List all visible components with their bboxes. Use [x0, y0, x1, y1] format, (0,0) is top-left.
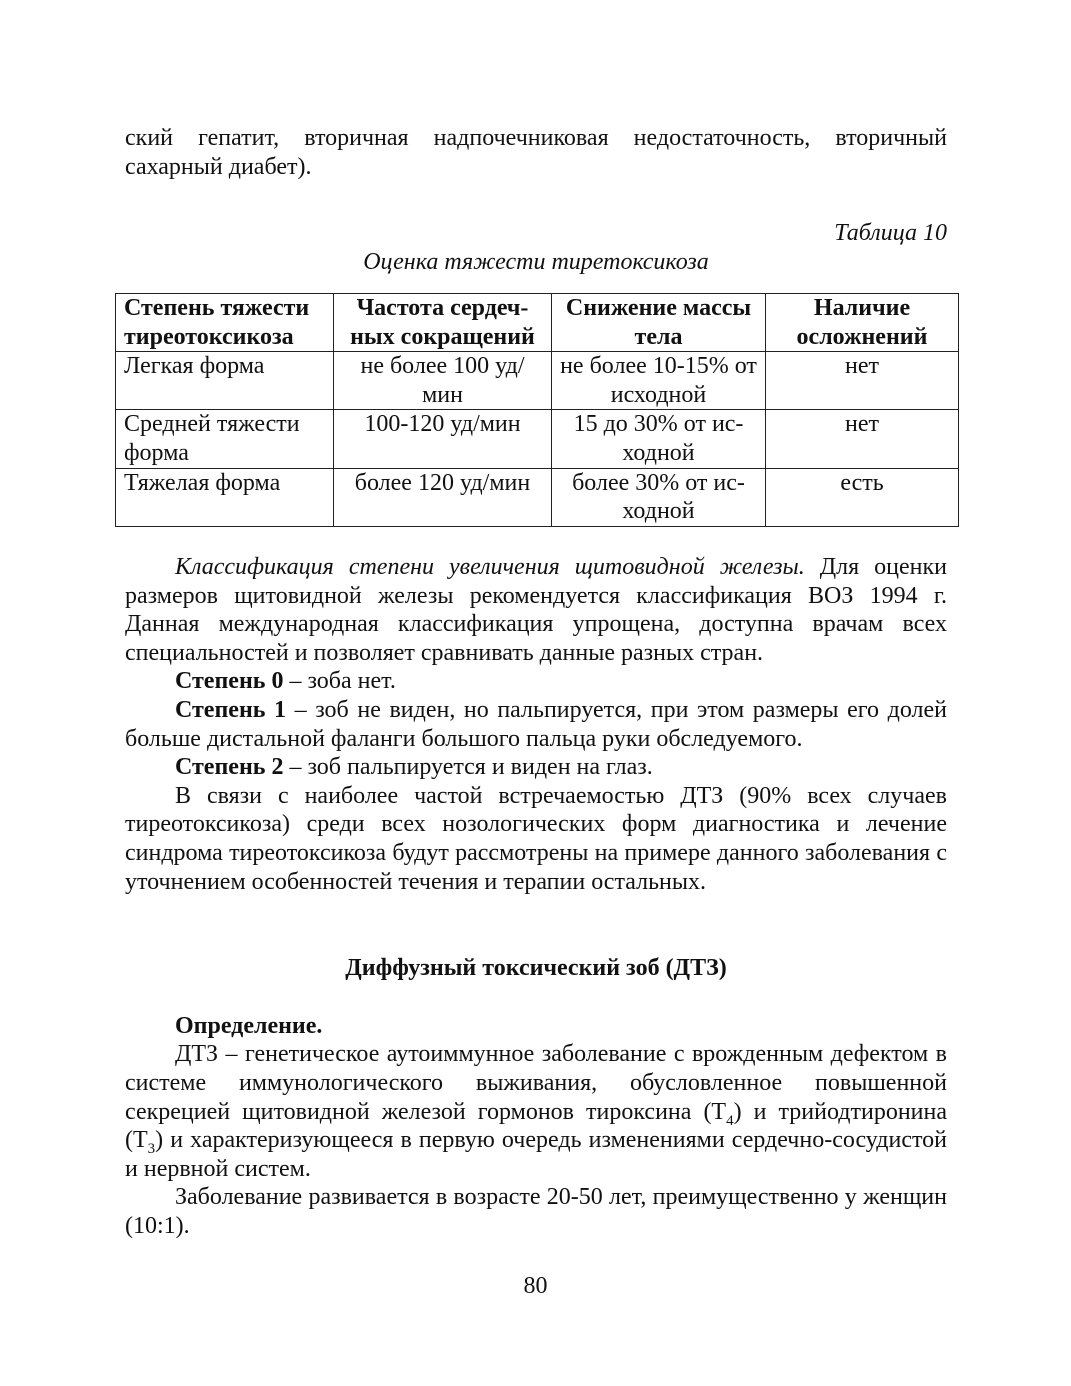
table-cell: более 30% от ис-ходной — [552, 468, 766, 526]
degree-text: – зоба нет. — [283, 668, 396, 695]
table-cell: 100-120 уд/мин — [334, 410, 552, 468]
definition-text: ) и трийодтиронина (Т — [125, 1098, 947, 1154]
table-header-cell: Частота сердеч-ных сокращений — [334, 294, 552, 352]
definition-heading: Определение. — [175, 1012, 323, 1039]
table-header-cell: Степень тяжести тиреотоксикоза — [116, 294, 334, 352]
classification-paragraph — [125, 553, 947, 667]
table-row — [116, 410, 959, 468]
table-cell: не более 10-15% от исходной — [552, 352, 766, 410]
classification-text: Для оценки размеров щитовидной железы рекомендуется классификация ВОЗ 1994 г. Данная международная классификация упрощена, доступна врачам всех специальностей и позволяет сравнивать данные разных стран. — [125, 554, 947, 666]
prevalence-paragraph: В связи с наиболее частой встречаемостью ДТЗ (90% всех случаев тиреотоксикоза) среди всех нозологических форм диагностика и лечение синдрома тиреотоксикоза будут рассмотрены на примере данного заболевания с уточнением особенностей течения и терапии остальных. — [125, 782, 947, 895]
definition-text: ) и характеризующееся в первую очередь изменениями сердечно-сосудистой и нервной систем. — [125, 1127, 947, 1182]
subscript: 4 — [726, 1112, 734, 1129]
table-caption: Оценка тяжести тиретоксикоза — [363, 248, 709, 275]
table-header-cell: Наличие осложнений — [766, 294, 959, 352]
degree-1 — [125, 696, 947, 753]
table-cell: нет — [766, 410, 959, 468]
table-cell: нет — [766, 352, 959, 410]
table-cell: более 120 уд/мин — [334, 468, 552, 526]
intro-paragraph: ский гепатит, вторичная надпочечниковая недостаточность, вторичный сахарный диабет). — [125, 125, 947, 180]
table-cell: есть — [766, 468, 959, 526]
section-title: Диффузный токсический зоб (ДТЗ) — [345, 955, 727, 982]
definition-paragraph — [125, 1040, 947, 1183]
table-header-row — [116, 294, 959, 352]
degree-label: Степень 1 — [175, 696, 287, 723]
onset-paragraph: Заболевание развивается в возрасте 20-50 лет, преимущественно у женщин (10:1). — [125, 1184, 947, 1239]
definition-text: ДТЗ – генетическое аутоиммунное заболевание с врожденным дефектом в системе иммунологического выживания, обусловленное повышенной секрецией щитовидной железой гормонов тироксина (Т — [125, 1041, 947, 1125]
table-header-cell: Снижение массы тела — [552, 294, 766, 352]
table-cell: Средней тяжести форма — [116, 410, 334, 468]
degree-2 — [125, 753, 947, 782]
degree-label: Степень 0 — [175, 668, 284, 695]
degree-text: – зоб не виден, но пальпируется, при этом размеры его долей больше дистальной фаланги большого пальца руки обследуемого. — [125, 696, 947, 752]
page-number: 80 — [523, 1273, 548, 1299]
subscript: 3 — [147, 1140, 156, 1157]
classification-lead: Классификация степени увеличения щитовидной железы. — [175, 554, 805, 580]
severity-table — [115, 293, 959, 527]
table-cell: не более 100 уд/мин — [334, 352, 552, 410]
table-number: Таблица 10 — [834, 220, 947, 247]
body-text — [125, 553, 947, 1240]
table-cell: 15 до 30% от ис-ходной — [552, 410, 766, 468]
degree-0 — [125, 667, 947, 696]
page-top — [125, 124, 947, 276]
table-row — [116, 352, 959, 410]
table-cell: Тяжелая форма — [116, 468, 334, 526]
degree-label: Степень 2 — [175, 754, 284, 781]
table-cell: Легкая форма — [116, 352, 334, 410]
degree-text: – зоб пальпируется и виден на глаз. — [283, 754, 653, 781]
table-row — [116, 468, 959, 526]
